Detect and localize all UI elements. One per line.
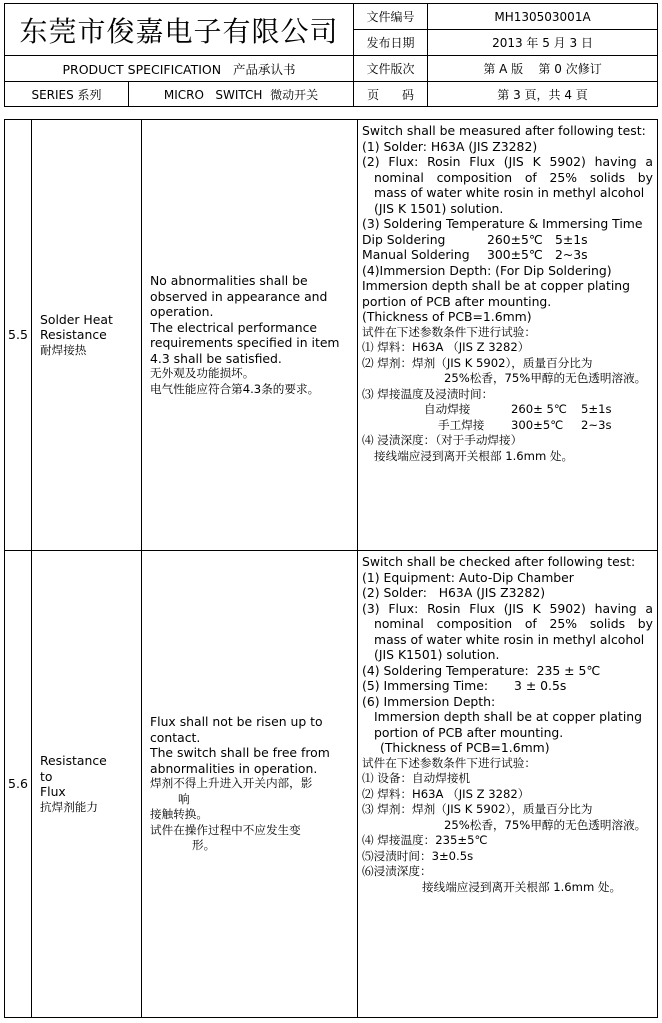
condition-line: ⑷ 焊接温度：235±5℃ <box>362 833 488 847</box>
item-number: 5.5 <box>5 120 32 551</box>
requirement-line: 电气性能应符合第4.3条的要求。 <box>150 381 320 396</box>
condition-line: nominal composition of 25% solids by <box>374 616 653 631</box>
test-item-line: Flux <box>40 784 66 799</box>
condition-cell: 2~3s <box>581 417 612 432</box>
release-date-label: 发布日期 <box>354 30 428 56</box>
condition-line: 接线端应浸到离开关根部 1.6mm 处。 <box>422 879 622 894</box>
company-name: 东莞市俊嘉电子有限公司 <box>5 4 354 56</box>
condition-line: (3) Soldering Temperature & Immersing Time <box>362 216 643 231</box>
test-item-line: Solder Heat <box>40 311 113 327</box>
condition-cell: 300±5℃ <box>487 247 543 262</box>
condition-line: 25%松香，75%甲醇的无色透明溶液。 <box>444 817 647 832</box>
condition-cell: 3 ± 0.5s <box>514 678 567 693</box>
condition-line: (3) Flux: Rosin Flux (JIS K 5902) having a <box>362 600 653 616</box>
requirement-line: operation. <box>150 304 214 319</box>
requirement-line: 焊剂不得上升进入开关内部，影 <box>150 776 313 791</box>
condition-line <box>362 418 653 434</box>
test-item <box>32 551 142 1018</box>
condition-line: ⑴ 焊料：H63A （JIS Z 3282） <box>362 340 530 354</box>
doc-no-label: 文件编号 <box>354 4 428 30</box>
test-item-line: 耐焊接热 <box>40 342 87 357</box>
condition-line: (JIS K1501) solution. <box>374 647 500 662</box>
requirement-line: 形。 <box>192 838 216 853</box>
requirement-line: observed in appearance and <box>150 288 328 304</box>
condition-line: (2) Flux: Rosin Flux (JIS K 5902) having a <box>362 154 653 169</box>
requirement-line: requirements specified in item <box>150 335 340 350</box>
requirement <box>142 120 358 551</box>
test-item-line: 抗焊剂能力 <box>40 799 98 814</box>
table-row <box>5 551 658 1018</box>
test-item-line: Resistance <box>40 753 107 768</box>
condition-line: (6) Immersion Depth: <box>362 693 496 709</box>
condition-line: 试件在下述参数条件下进行试验： <box>362 755 536 770</box>
condition-cell: 自动焊接 <box>424 402 471 416</box>
requirement-line: 试件在操作过程中不应发生变 <box>150 822 301 837</box>
requirement-line: 响 <box>178 791 190 806</box>
requirement-line: abnormalities in operation. <box>150 760 318 776</box>
condition-line: ⑶ 焊接温度及浸渍时间： <box>362 386 494 401</box>
condition-line: Immersion depth shall be at copper plating <box>362 278 631 293</box>
condition-cell: 5±1s <box>555 231 588 247</box>
document-header <box>4 3 658 107</box>
condition-line: (1) Solder: H63A (JIS Z3282) <box>362 138 538 154</box>
condition-cell: 手工焊接 <box>438 417 485 432</box>
requirement-line: 4.3 shall be satisfied. <box>150 350 282 366</box>
condition-line: portion of PCB after mounting. <box>362 293 552 309</box>
requirement-line: The electrical performance <box>150 319 318 335</box>
test-item <box>32 120 142 551</box>
test-item-line: Resistance <box>40 327 107 343</box>
requirement-line: Flux shall not be risen up to <box>150 714 323 730</box>
condition-line: 接线端应浸到离开关根部 1.6mm 处。 <box>374 448 574 463</box>
condition-cell: 5±1s <box>581 402 612 416</box>
doc-no-value: MH130503001A <box>428 4 658 30</box>
condition-line: (Thickness of PCB=1.6mm) <box>362 309 532 324</box>
condition-cell: 260±5℃ <box>487 231 543 247</box>
condition-line <box>362 402 653 418</box>
condition-cell: 260± 5℃ <box>511 402 567 416</box>
release-date-value: 2013 年 5 月 3 日 <box>428 30 658 56</box>
condition-line: ⑸浸渍时间：3±0.5s <box>362 848 474 863</box>
condition-line: 25%松香，75%甲醇的无色透明溶液。 <box>444 371 647 385</box>
condition-line: 试件在下述参数条件下进行试验： <box>362 324 536 339</box>
condition-line: portion of PCB after mounting. <box>374 724 564 740</box>
condition-line: Switch shall be measured after following test: <box>362 123 646 138</box>
condition-cell: Manual Soldering <box>362 247 470 262</box>
condition-line: Immersion depth shall be at copper plating <box>374 709 643 724</box>
condition-cell: Dip Soldering <box>362 231 446 247</box>
product-specification: PRODUCT SPECIFICATION 产品承认书 <box>5 56 354 82</box>
condition-line: Switch shall be checked after following test: <box>362 554 636 569</box>
condition-line: ⑴ 设备：自动焊接机 <box>362 771 471 785</box>
requirement-line: The switch shall be free from <box>150 745 330 761</box>
specification-table <box>4 119 658 1018</box>
condition-line: ⑹浸渍深度： <box>362 864 432 878</box>
condition-line: nominal composition of 25% solids by <box>374 169 653 185</box>
condition-line <box>362 678 653 694</box>
condition-line: ⑵ 焊剂：焊剂（JIS K 5902），质量百分比为 <box>362 355 593 370</box>
test-item-line: to <box>40 768 53 784</box>
item-number: 5.6 <box>5 551 32 1018</box>
condition-line: (Thickness of PCB=1.6mm) <box>380 740 550 755</box>
page-value: 第 3 頁，共 4 頁 <box>428 82 658 107</box>
condition-line: (4)Immersion Depth: (For Dip Soldering) <box>362 262 612 278</box>
condition-line <box>362 247 653 263</box>
page-label: 页 码 <box>354 82 428 107</box>
condition-line: ⑵ 焊料：H63A （JIS Z 3282） <box>362 786 530 801</box>
series-value: MICRO SWITCH 微动开关 <box>129 82 354 107</box>
version-label: 文件版次 <box>354 56 428 82</box>
condition-line: (JIS K 1501) solution. <box>374 200 504 216</box>
requirement <box>142 551 358 1018</box>
condition-line: mass of water white rosin in methyl alcohol <box>374 631 645 647</box>
condition-line <box>362 232 653 248</box>
requirement-line: contact. <box>150 729 201 745</box>
test-conditions <box>358 120 658 551</box>
condition-line: mass of water white rosin in methyl alcohol <box>374 185 645 200</box>
condition-line: ⑷ 浸渍深度：（对于手动焊接） <box>362 433 523 447</box>
requirement-line: 接触转换。 <box>150 807 208 822</box>
table-row <box>5 120 658 551</box>
condition-cell: 2~3s <box>555 247 588 262</box>
requirement-line: 无外观及功能损坏。 <box>150 366 255 380</box>
test-conditions <box>358 551 658 1018</box>
version-value: 第 A 版 第 0 次修订 <box>428 56 658 82</box>
condition-line: (4) Soldering Temperature: 235 ± 5℃ <box>362 662 601 678</box>
series-label: SERIES 系列 <box>5 82 129 107</box>
condition-cell: 300±5℃ <box>511 417 564 432</box>
requirement-line: No abnormalities shall be <box>150 273 308 288</box>
condition-line: (1) Equipment: Auto-Dip Chamber <box>362 569 574 585</box>
condition-line: ⑶ 焊剂：焊剂（JIS K 5902），质量百分比为 <box>362 802 593 816</box>
condition-line: (2) Solder: H63A (JIS Z3282) <box>362 585 546 600</box>
condition-cell: (5) Immersing Time: <box>362 678 489 693</box>
